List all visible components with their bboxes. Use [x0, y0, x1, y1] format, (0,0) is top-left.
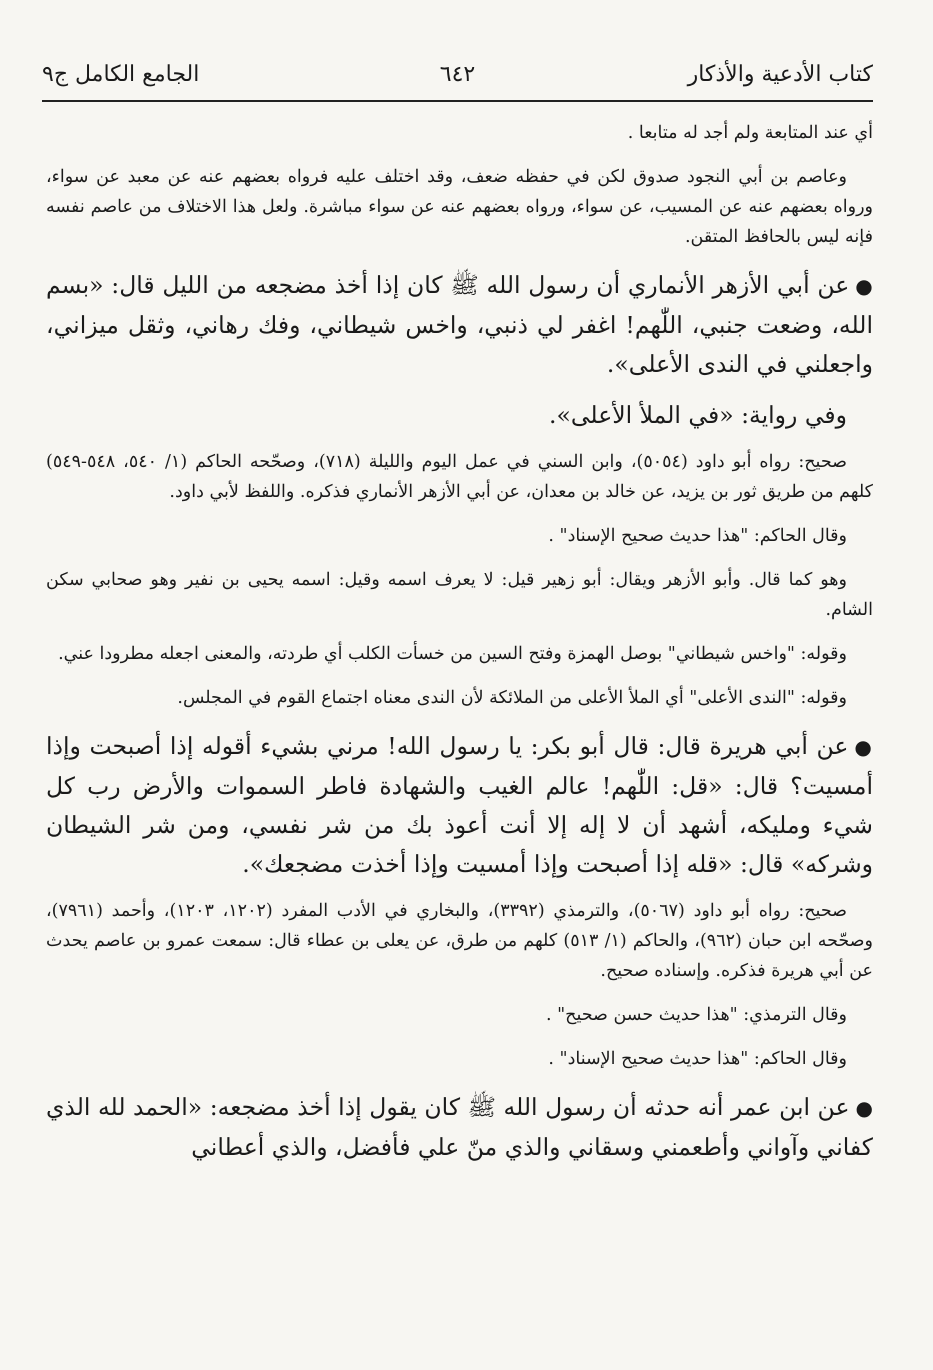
commentary-paragraph	[46, 447, 873, 507]
paragraph-text: وفي رواية: «في الملأ الأعلى».	[549, 401, 847, 429]
paragraph-text: وقوله: "واخس شيطاني" بوصل الهمزة وفتح السين من خسأت الكلب أي طردته، والمعنى اجعله مطرودا عني.	[58, 644, 847, 664]
page-header	[42, 54, 873, 94]
page-number: ٦٤٢	[439, 61, 476, 87]
paragraph-text: صحيح: رواه أبو داود (٥٠٥٤)، وابن السني في عمل اليوم والليلة (٧١٨)، وصحّحه الحاكم (١/ ٥٤٠، ٥٤٨-٥٤٩) كلهم من طريق ثور بن يزيد، عن خالد بن معدان، عن أبي الأزهر الأنماري فذكره. واللفظ لأبي داود.	[46, 452, 873, 502]
paragraph-text: عن أبي الأزهر الأنماري أن رسول الله ﷺ كان إذا أخذ مضجعه من الليل قال: «بسم الله، وضعت جنبي، اللّٰهم! اغفر لي ذنبي، واخس شيطاني، وفك رهاني، وثقل ميزاني، واجعلني في الندى الأعلى».	[46, 271, 873, 378]
page-content	[46, 118, 873, 1179]
header-divider	[42, 100, 873, 102]
commentary-paragraph	[46, 639, 873, 669]
commentary-paragraph	[46, 118, 873, 148]
commentary-paragraph	[46, 565, 873, 625]
paragraph-text: صحيح: رواه أبو داود (٥٠٦٧)، والترمذي (٣٣٩٢)، والبخاري في الأدب المفرد (١٢٠٢، ١٢٠٣)، وأحمد (٧٩٦١)، وصحّحه ابن حبان (٩٦٢)، والحاكم (١/ ٥١٣) كلهم من طرق، عن يعلى بن عطاء قال: سمعت عمرو بن عاصم يحدث عن أبي هريرة فذكره. وإسناده صحيح.	[46, 901, 873, 981]
bullet-icon: ●	[854, 735, 873, 759]
paragraph-text: عن أبي هريرة قال: قال أبو بكر: يا رسول الله! مرني بشيء أقوله إذا أصبحت وإذا أمسيت؟ قال: «قل: اللّٰهم! عالم الغيب والشهادة فاطر السموات والأرض رب كل شيء ومليكه، أشهد أن لا إله إلا أنت أعوذ بك من شر نفسي، ومن شر الشيطان وشركه» قال: «قله إذا أصبحت وإذا أمسيت وإذا أخذت مضجعك».	[46, 732, 873, 878]
commentary-paragraph	[46, 521, 873, 551]
bullet-icon: ●	[855, 274, 873, 298]
commentary-paragraph	[46, 1044, 873, 1074]
volume-label: الجامع الكامل ج٩	[42, 61, 200, 87]
commentary-paragraph	[46, 396, 873, 435]
paragraph-text: وقوله: "الندى الأعلى" أي الملأ الأعلى من الملائكة لأن الندى معناه اجتماع القوم في المجلس.	[177, 688, 847, 708]
paragraph-text: وقال الحاكم: "هذا حديث صحيح الإسناد" .	[548, 1049, 847, 1069]
hadith-paragraph	[46, 1088, 873, 1167]
commentary-paragraph	[46, 1000, 873, 1030]
commentary-paragraph	[46, 683, 873, 713]
paragraph-text: وعاصم بن أبي النجود صدوق لكن في حفظه ضعف، وقد اختلف عليه فرواه بعضهم عنه عن معبد عن سواء، ورواه بعضهم عنه عن المسيب، عن سواء، ورواه بعضهم عنه عن سواء مباشرة. ولعل هذا الاختلاف من عاصم نفسه فإنه ليس بالحافظ المتقن.	[46, 167, 873, 247]
paragraph-text: وهو كما قال. وأبو الأزهر ويقال: أبو زهير قيل: لا يعرف اسمه وقيل: اسمه يحيى بن نفير وهو صحابي سكن الشام.	[46, 570, 873, 620]
commentary-paragraph	[46, 896, 873, 986]
bullet-icon: ●	[855, 1096, 874, 1120]
hadith-paragraph	[46, 266, 873, 384]
paragraph-text: وقال الترمذي: "هذا حديث حسن صحيح" .	[545, 1005, 847, 1025]
paragraph-text: عن ابن عمر أنه حدثه أن رسول الله ﷺ كان يقول إذا أخذ مضجعه: «الحمد لله الذي كفاني وآواني وأطعمني وسقاني والذي منّ علي فأفضل، والذي أعطاني	[46, 1093, 873, 1161]
paragraph-text: أي عند المتابعة ولم أجد له متابعا .	[627, 123, 873, 143]
book-title: كتاب الأدعية والأذكار	[687, 61, 873, 87]
commentary-paragraph	[46, 162, 873, 252]
paragraph-text: وقال الحاكم: "هذا حديث صحيح الإسناد" .	[548, 526, 847, 546]
hadith-paragraph	[46, 727, 873, 884]
